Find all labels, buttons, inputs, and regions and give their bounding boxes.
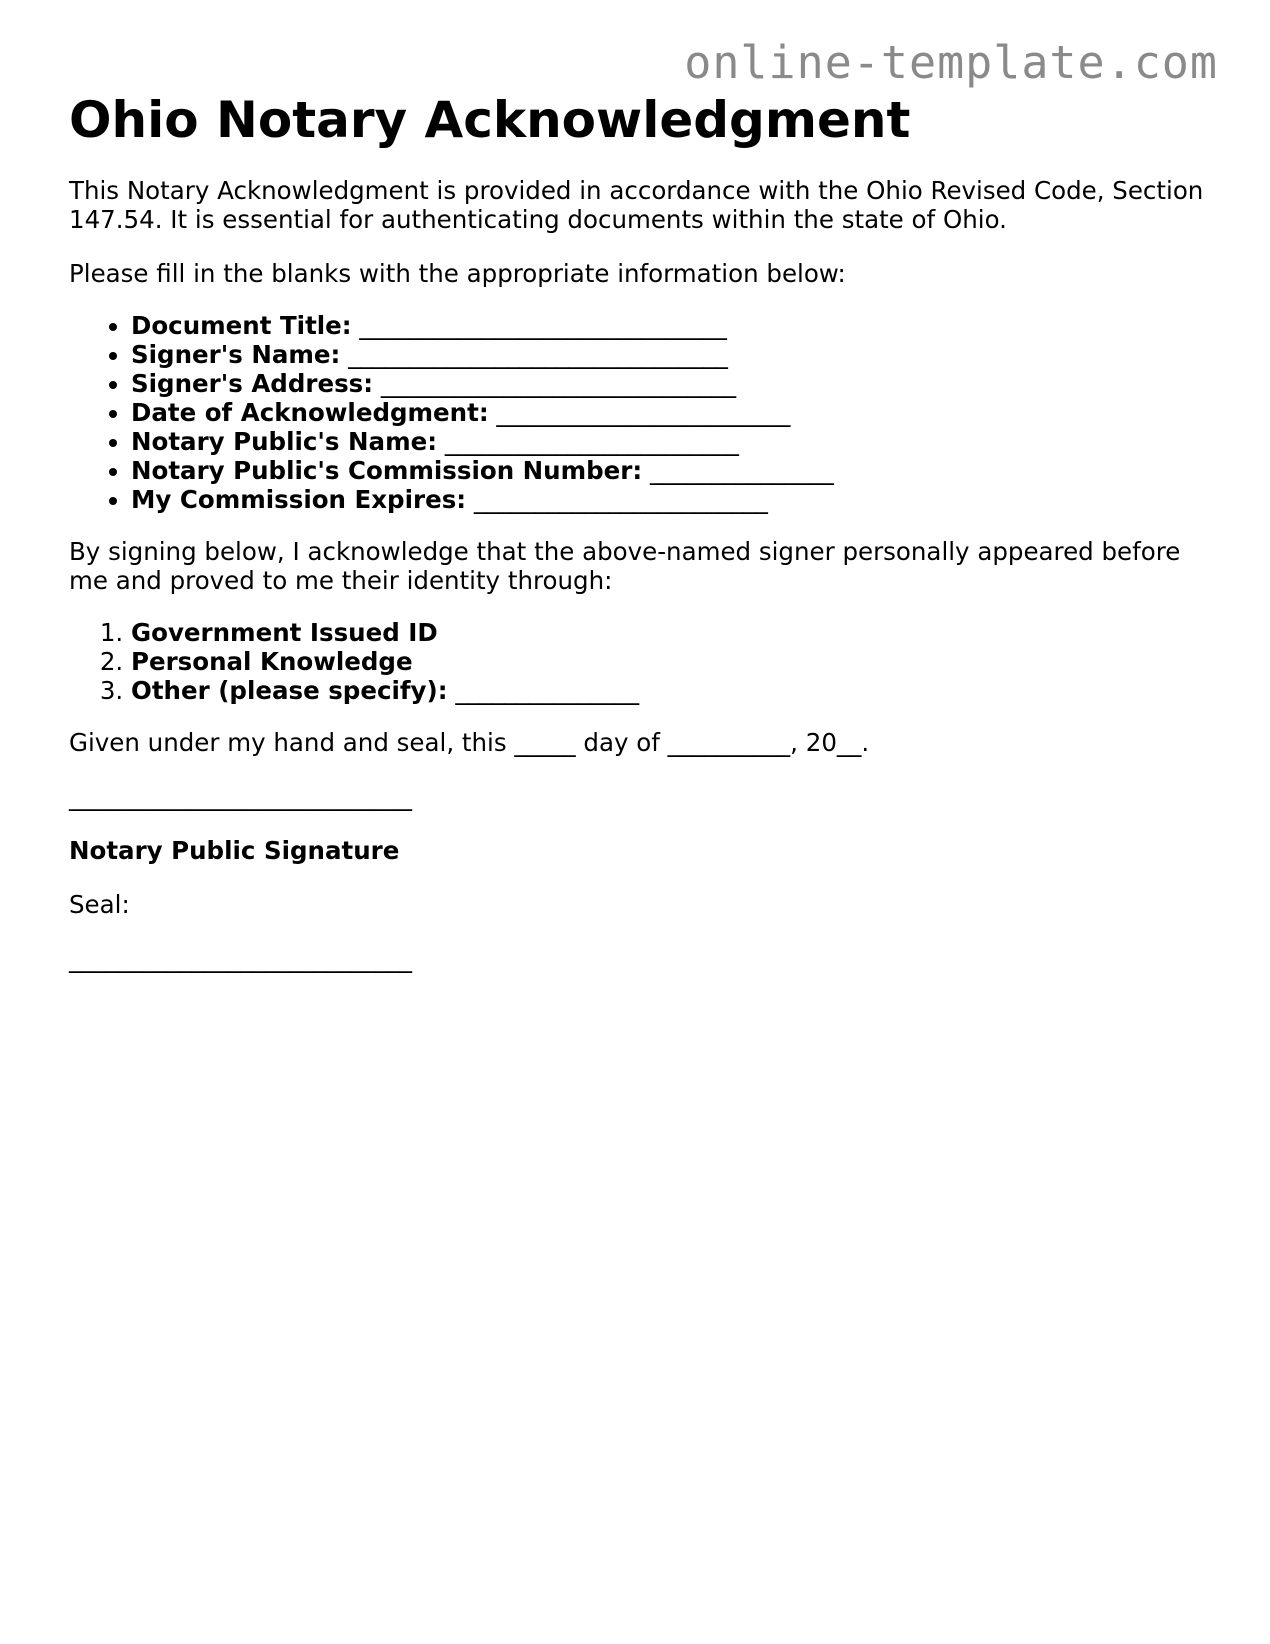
given-under-hand-line: Given under my hand and seal, this _____ day of __________, 20__. <box>69 728 870 757</box>
field-notary-name <box>131 427 1209 456</box>
document-title: Ohio Notary Acknowledgment <box>69 91 911 149</box>
method-label: Personal Knowledge <box>131 647 413 676</box>
method-other <box>131 676 1209 705</box>
field-blank: ________________________ <box>444 427 739 456</box>
field-blank: ______________________________ <box>359 311 727 340</box>
signature-label: Notary Public Signature <box>69 836 400 865</box>
signature-line: ____________________________ <box>69 782 412 811</box>
field-label: Date of Acknowledgment: <box>131 398 489 427</box>
field-blank: _______________ <box>649 456 834 485</box>
field-signer-address <box>131 369 1209 398</box>
field-label: My Commission Expires: <box>131 485 467 514</box>
method-personal-knowledge <box>131 647 1209 676</box>
field-label: Document Title: <box>131 311 352 340</box>
seal-label: Seal: <box>69 890 130 919</box>
fields-list <box>69 311 1209 514</box>
instructions-paragraph: Please fill in the blanks with the appropriate information below: <box>69 259 846 288</box>
method-label: Other (please specify): <box>131 676 448 705</box>
field-date-of-acknowledgment <box>131 398 1209 427</box>
field-label: Notary Public's Name: <box>131 427 438 456</box>
field-commission-expires <box>131 485 1209 514</box>
field-blank: _______________________________ <box>348 340 728 369</box>
field-label: Signer's Name: <box>131 340 341 369</box>
field-label: Notary Public's Commission Number: <box>131 456 643 485</box>
acknowledgment-paragraph: By signing below, I acknowledge that the above-named signer personally appeared before me and proved to me their identity through: <box>69 537 1181 595</box>
watermark: online-template.com <box>684 36 1218 89</box>
intro-paragraph: This Notary Acknowledgment is provided in accordance with the Ohio Revised Code, Section 147.54. It is essential for authenticating documents within the state of Ohio. <box>69 176 1204 234</box>
field-blank: _____________________________ <box>380 369 737 398</box>
method-label: Government Issued ID <box>131 618 438 647</box>
field-document-title <box>131 311 1209 340</box>
document-page <box>69 86 1209 973</box>
field-label: Signer's Address: <box>131 369 374 398</box>
field-blank: ________________________ <box>496 398 791 427</box>
method-blank: _______________ <box>455 676 640 705</box>
method-government-id <box>131 618 1209 647</box>
identity-methods-list <box>69 618 1209 705</box>
field-commission-number <box>131 456 1209 485</box>
field-signer-name <box>131 340 1209 369</box>
field-blank: ________________________ <box>473 485 768 514</box>
seal-line: ____________________________ <box>69 944 412 973</box>
